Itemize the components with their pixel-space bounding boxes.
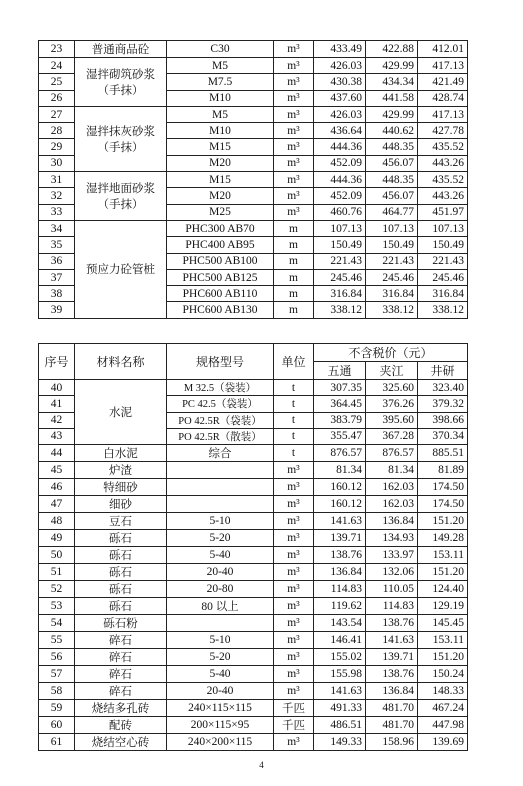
cell-price-jingyan: 139.69 [418, 734, 468, 751]
cell-no: 58 [39, 683, 75, 700]
cell-no: 44 [39, 445, 75, 462]
cell-no: 52 [39, 581, 75, 598]
page-number: 4 [259, 760, 264, 770]
cell-no: 23 [39, 41, 75, 58]
cell-price-wutong: 136.84 [314, 564, 366, 581]
cell-unit: m³ [274, 41, 314, 58]
cell-no: 47 [39, 496, 75, 513]
cell-price-wutong: 486.51 [314, 717, 366, 734]
cell-unit: m³ [274, 496, 314, 513]
cell-price-jingyan: 151.20 [418, 564, 468, 581]
cell-price-jingyan: 81.89 [418, 462, 468, 479]
cell-unit: m³ [274, 564, 314, 581]
cell-price-jiajiang: 422.88 [366, 41, 418, 58]
cell-spec: M25 [167, 204, 274, 220]
cell-price-jingyan: 221.43 [418, 253, 468, 269]
cell-price-jingyan: 338.12 [418, 302, 468, 318]
cell-price-jingyan: 149.28 [418, 530, 468, 547]
cell-price-jingyan: 435.52 [418, 172, 468, 188]
table-body [39, 380, 468, 751]
header-price-group: 不含税价（元） [314, 344, 468, 362]
cell-no: 34 [39, 220, 75, 236]
cell-price-wutong: 338.12 [314, 302, 366, 318]
cell-price-jiajiang: 150.49 [366, 237, 418, 253]
cell-no: 43 [39, 428, 75, 444]
cell-price-jingyan: 428.74 [418, 90, 468, 106]
cell-no: 29 [39, 139, 75, 155]
cell-unit: m³ [274, 204, 314, 220]
cell-spec: 240×200×115 [167, 734, 274, 751]
header-wutong: 五通 [314, 362, 366, 380]
cell-no: 38 [39, 286, 75, 302]
table-row [39, 41, 468, 58]
cell-unit: m³ [274, 123, 314, 139]
cell-price-wutong: 149.33 [314, 734, 366, 751]
cell-unit: m³ [274, 188, 314, 204]
cell-material-name: 烧结多孔砖 [75, 700, 167, 717]
cell-price-wutong: 364.45 [314, 396, 366, 412]
cell-unit: m³ [274, 666, 314, 683]
cell-no: 56 [39, 649, 75, 666]
cell-spec: M15 [167, 139, 274, 155]
cell-price-wutong: 150.49 [314, 237, 366, 253]
cell-spec: PHC300 AB70 [167, 220, 274, 236]
cell-price-wutong: 245.46 [314, 269, 366, 285]
cell-no: 30 [39, 155, 75, 171]
cell-price-wutong: 119.62 [314, 598, 366, 615]
header-spec: 规格型号 [167, 344, 274, 380]
cell-price-jingyan: 129.19 [418, 598, 468, 615]
cell-price-wutong: 444.36 [314, 139, 366, 155]
cell-no: 42 [39, 412, 75, 428]
cell-unit: m [274, 253, 314, 269]
table-body [39, 41, 468, 319]
cell-price-jiajiang: 434.34 [366, 74, 418, 90]
cell-price-jingyan: 323.40 [418, 380, 468, 396]
cell-price-jingyan: 150.49 [418, 237, 468, 253]
cell-material-name: 炉渣 [75, 462, 167, 479]
cell-unit: m [274, 286, 314, 302]
table-row [39, 172, 468, 188]
cell-price-jingyan: 427.78 [418, 123, 468, 139]
cell-material-name: 砾石 [75, 530, 167, 547]
table-row [39, 530, 468, 547]
cell-no: 35 [39, 237, 75, 253]
cell-material-name: 特细砂 [75, 479, 167, 496]
table-row [39, 666, 468, 683]
cell-price-jiajiang: 338.12 [366, 302, 418, 318]
cell-price-wutong: 444.36 [314, 172, 366, 188]
cell-price-jiajiang: 221.43 [366, 253, 418, 269]
cell-price-wutong: 114.83 [314, 581, 366, 598]
cell-price-jiajiang: 138.76 [366, 666, 418, 683]
cell-price-wutong: 452.09 [314, 155, 366, 171]
cell-spec: 240×115×115 [167, 700, 274, 717]
cell-price-jiajiang: 448.35 [366, 139, 418, 155]
cell-price-jingyan: 151.20 [418, 649, 468, 666]
cell-price-wutong: 155.02 [314, 649, 366, 666]
cell-price-jingyan: 124.40 [418, 581, 468, 598]
cell-spec: M5 [167, 58, 274, 74]
cell-unit: m [274, 237, 314, 253]
cell-no: 32 [39, 188, 75, 204]
cell-price-wutong: 141.63 [314, 513, 366, 530]
table-row [39, 513, 468, 530]
cell-unit: m³ [274, 74, 314, 90]
cell-spec [167, 496, 274, 513]
cell-spec: M20 [167, 155, 274, 171]
cell-price-jiajiang: 162.03 [366, 479, 418, 496]
cell-price-jingyan: 145.45 [418, 615, 468, 632]
cell-price-jiajiang: 138.76 [366, 615, 418, 632]
cell-material-name: 碎石 [75, 666, 167, 683]
cell-price-jingyan: 150.24 [418, 666, 468, 683]
cell-material-name: 配砖 [75, 717, 167, 734]
cell-spec: PO 42.5R（袋装） [167, 412, 274, 428]
table-row [39, 615, 468, 632]
cell-price-wutong: 146.41 [314, 632, 366, 649]
cell-spec: M10 [167, 123, 274, 139]
cell-no: 54 [39, 615, 75, 632]
cell-spec [167, 479, 274, 496]
cell-price-jiajiang: 448.35 [366, 172, 418, 188]
cell-unit: m³ [274, 58, 314, 74]
cell-unit: m³ [274, 479, 314, 496]
cell-price-jingyan: 417.13 [418, 58, 468, 74]
cell-material-name: 碎石 [75, 683, 167, 700]
cell-price-jiajiang: 141.63 [366, 632, 418, 649]
cell-price-jiajiang: 876.57 [366, 445, 418, 462]
cell-no: 40 [39, 380, 75, 396]
cell-price-jingyan: 467.24 [418, 700, 468, 717]
cell-price-jingyan: 174.50 [418, 496, 468, 513]
header-row [39, 344, 468, 362]
cell-price-wutong: 383.79 [314, 412, 366, 428]
cell-unit: m³ [274, 106, 314, 122]
cell-spec: PHC400 AB95 [167, 237, 274, 253]
table-row [39, 445, 468, 462]
cell-no: 59 [39, 700, 75, 717]
cell-price-wutong: 876.57 [314, 445, 366, 462]
cell-spec: C30 [167, 41, 274, 58]
cell-price-wutong: 141.63 [314, 683, 366, 700]
cell-price-jingyan: 245.46 [418, 269, 468, 285]
cell-material-name: 湿拌抹灰砂浆 （手抹） [75, 106, 167, 171]
cell-spec [167, 462, 274, 479]
cell-no: 25 [39, 74, 75, 90]
cell-price-wutong: 452.09 [314, 188, 366, 204]
cell-spec: M10 [167, 90, 274, 106]
cell-no: 36 [39, 253, 75, 269]
cell-unit: m [274, 302, 314, 318]
cell-price-wutong: 143.54 [314, 615, 366, 632]
cell-price-jiajiang: 316.84 [366, 286, 418, 302]
cell-price-wutong: 430.38 [314, 74, 366, 90]
cell-material-name: 砾石 [75, 564, 167, 581]
cell-unit: m³ [274, 155, 314, 171]
cell-no: 49 [39, 530, 75, 547]
cell-spec: 20-80 [167, 581, 274, 598]
cell-price-jingyan: 153.11 [418, 632, 468, 649]
cell-unit: m³ [274, 547, 314, 564]
cell-no: 61 [39, 734, 75, 751]
cell-price-jiajiang: 81.34 [366, 462, 418, 479]
cell-spec [167, 615, 274, 632]
cell-material-name: 烧结空心砖 [75, 734, 167, 751]
cell-price-jingyan: 443.26 [418, 188, 468, 204]
cell-price-wutong: 433.49 [314, 41, 366, 58]
header-name: 材料名称 [75, 344, 167, 380]
cell-price-jiajiang: 114.83 [366, 598, 418, 615]
cell-price-jiajiang: 376.26 [366, 396, 418, 412]
header-jiajiang: 夹江 [366, 362, 418, 380]
cell-no: 24 [39, 58, 75, 74]
cell-spec: PC 42.5（袋装） [167, 396, 274, 412]
cell-no: 33 [39, 204, 75, 220]
cell-spec: 5-10 [167, 513, 274, 530]
cell-price-jiajiang: 441.58 [366, 90, 418, 106]
cell-unit: m [274, 269, 314, 285]
cell-price-wutong: 221.43 [314, 253, 366, 269]
cell-price-jiajiang: 325.60 [366, 380, 418, 396]
cell-price-jiajiang: 429.99 [366, 106, 418, 122]
cell-spec: 80 以上 [167, 598, 274, 615]
cell-price-jingyan: 447.98 [418, 717, 468, 734]
cell-price-jingyan: 107.13 [418, 220, 468, 236]
cell-price-jingyan: 153.11 [418, 547, 468, 564]
cell-price-jiajiang: 395.60 [366, 412, 418, 428]
cell-unit: m³ [274, 462, 314, 479]
cell-price-jingyan: 451.97 [418, 204, 468, 220]
cell-price-jingyan: 151.20 [418, 513, 468, 530]
cell-unit: m³ [274, 139, 314, 155]
cell-price-wutong: 107.13 [314, 220, 366, 236]
cell-price-jiajiang: 464.77 [366, 204, 418, 220]
cell-unit: m³ [274, 649, 314, 666]
table-row [39, 598, 468, 615]
cell-no: 39 [39, 302, 75, 318]
cell-price-jiajiang: 456.07 [366, 188, 418, 204]
cell-spec: M7.5 [167, 74, 274, 90]
cell-unit: 千匹 [274, 700, 314, 717]
cell-price-jiajiang: 456.07 [366, 155, 418, 171]
price-table-top [38, 40, 468, 319]
cell-price-jingyan: 421.49 [418, 74, 468, 90]
cell-spec: 5-20 [167, 530, 274, 547]
cell-price-wutong: 155.98 [314, 666, 366, 683]
cell-material-name: 豆石 [75, 513, 167, 530]
cell-price-wutong: 426.03 [314, 106, 366, 122]
cell-no: 51 [39, 564, 75, 581]
cell-spec: M20 [167, 188, 274, 204]
cell-spec: PHC600 AB110 [167, 286, 274, 302]
cell-price-jingyan: 370.34 [418, 428, 468, 444]
cell-price-jiajiang: 110.05 [366, 581, 418, 598]
cell-price-jiajiang: 133.97 [366, 547, 418, 564]
cell-material-name: 砾石 [75, 581, 167, 598]
cell-spec: M5 [167, 106, 274, 122]
cell-price-jiajiang: 107.13 [366, 220, 418, 236]
cell-price-wutong: 139.71 [314, 530, 366, 547]
cell-price-jiajiang: 136.84 [366, 513, 418, 530]
cell-price-jingyan: 398.66 [418, 412, 468, 428]
cell-unit: m³ [274, 581, 314, 598]
cell-price-jiajiang: 136.84 [366, 683, 418, 700]
cell-unit: m³ [274, 615, 314, 632]
cell-price-wutong: 426.03 [314, 58, 366, 74]
cell-no: 41 [39, 396, 75, 412]
table-row [39, 564, 468, 581]
cell-price-jingyan: 885.51 [418, 445, 468, 462]
cell-price-jingyan: 316.84 [418, 286, 468, 302]
header-jingyan: 井研 [418, 362, 468, 380]
cell-price-jingyan: 435.52 [418, 139, 468, 155]
cell-price-jiajiang: 139.71 [366, 649, 418, 666]
cell-spec: 200×115×95 [167, 717, 274, 734]
cell-no: 46 [39, 479, 75, 496]
table-row [39, 106, 468, 122]
cell-price-jiajiang: 429.99 [366, 58, 418, 74]
cell-no: 26 [39, 90, 75, 106]
cell-price-jiajiang: 440.62 [366, 123, 418, 139]
cell-material-name: 砾石 [75, 547, 167, 564]
cell-price-jiajiang: 481.70 [366, 700, 418, 717]
cell-price-jiajiang: 367.28 [366, 428, 418, 444]
header-unit: 单位 [274, 344, 314, 380]
cell-no: 55 [39, 632, 75, 649]
cell-price-jingyan: 174.50 [418, 479, 468, 496]
cell-material-name: 湿拌地面砂浆 （手抹） [75, 172, 167, 221]
cell-material-name: 碎石 [75, 632, 167, 649]
table-header [39, 344, 468, 380]
cell-material-name: 砾石粉 [75, 615, 167, 632]
cell-unit: t [274, 412, 314, 428]
cell-price-jingyan: 148.33 [418, 683, 468, 700]
cell-unit: m³ [274, 172, 314, 188]
cell-price-jingyan: 379.32 [418, 396, 468, 412]
table-row [39, 462, 468, 479]
cell-unit: m³ [274, 530, 314, 547]
cell-material-name: 预应力砼管桩 [75, 220, 167, 318]
cell-no: 48 [39, 513, 75, 530]
cell-price-jingyan: 443.26 [418, 155, 468, 171]
cell-spec: 5-10 [167, 632, 274, 649]
cell-material-name: 普通商品砼 [75, 41, 167, 58]
cell-price-wutong: 355.47 [314, 428, 366, 444]
table-row [39, 479, 468, 496]
cell-spec: PHC500 AB125 [167, 269, 274, 285]
cell-price-wutong: 460.76 [314, 204, 366, 220]
cell-no: 57 [39, 666, 75, 683]
cell-material-name: 碎石 [75, 649, 167, 666]
table-row [39, 649, 468, 666]
table-row [39, 717, 468, 734]
table-row [39, 581, 468, 598]
cell-price-wutong: 160.12 [314, 496, 366, 513]
cell-material-name: 水泥 [75, 380, 167, 445]
price-table-bottom [38, 343, 468, 751]
cell-no: 31 [39, 172, 75, 188]
cell-no: 50 [39, 547, 75, 564]
table-row [39, 547, 468, 564]
cell-spec: 5-20 [167, 649, 274, 666]
cell-price-wutong: 436.64 [314, 123, 366, 139]
cell-no: 45 [39, 462, 75, 479]
cell-price-jiajiang: 162.03 [366, 496, 418, 513]
cell-no: 60 [39, 717, 75, 734]
cell-price-jiajiang: 132.06 [366, 564, 418, 581]
cell-price-jiajiang: 134.93 [366, 530, 418, 547]
table-row [39, 683, 468, 700]
table-row [39, 496, 468, 513]
cell-material-name: 湿拌砌筑砂浆 （手抹） [75, 58, 167, 107]
cell-unit: t [274, 396, 314, 412]
cell-price-wutong: 491.33 [314, 700, 366, 717]
cell-unit: m³ [274, 734, 314, 751]
cell-price-jiajiang: 481.70 [366, 717, 418, 734]
cell-no: 27 [39, 106, 75, 122]
cell-spec: 20-40 [167, 564, 274, 581]
cell-price-wutong: 138.76 [314, 547, 366, 564]
table-row [39, 632, 468, 649]
cell-price-wutong: 307.35 [314, 380, 366, 396]
cell-unit: t [274, 380, 314, 396]
cell-price-wutong: 316.84 [314, 286, 366, 302]
cell-price-wutong: 437.60 [314, 90, 366, 106]
cell-spec: M 32.5（袋装） [167, 380, 274, 396]
cell-no: 28 [39, 123, 75, 139]
cell-unit: m³ [274, 513, 314, 530]
table-row [39, 700, 468, 717]
cell-unit: t [274, 428, 314, 444]
cell-price-jingyan: 417.13 [418, 106, 468, 122]
table-row [39, 380, 468, 396]
table-row [39, 220, 468, 236]
cell-unit: m³ [274, 598, 314, 615]
cell-spec: 5-40 [167, 547, 274, 564]
cell-spec: M15 [167, 172, 274, 188]
cell-unit: m³ [274, 632, 314, 649]
cell-spec: 5-40 [167, 666, 274, 683]
cell-price-jingyan: 412.01 [418, 41, 468, 58]
cell-spec: PHC500 AB100 [167, 253, 274, 269]
cell-spec: 综合 [167, 445, 274, 462]
cell-material-name: 砾石 [75, 598, 167, 615]
cell-unit: t [274, 445, 314, 462]
cell-price-jiajiang: 245.46 [366, 269, 418, 285]
cell-unit: 千匹 [274, 717, 314, 734]
cell-no: 37 [39, 269, 75, 285]
cell-spec: PO 42.5R（散装） [167, 428, 274, 444]
cell-price-wutong: 160.12 [314, 479, 366, 496]
cell-material-name: 白水泥 [75, 445, 167, 462]
table-row [39, 734, 468, 751]
cell-spec: PHC600 AB130 [167, 302, 274, 318]
header-no: 序号 [39, 344, 75, 380]
cell-unit: m³ [274, 683, 314, 700]
cell-no: 53 [39, 598, 75, 615]
cell-price-wutong: 81.34 [314, 462, 366, 479]
cell-unit: m³ [274, 90, 314, 106]
table-row [39, 58, 468, 74]
cell-price-jiajiang: 158.96 [366, 734, 418, 751]
cell-unit: m [274, 220, 314, 236]
cell-material-name: 细砂 [75, 496, 167, 513]
cell-spec: 20-40 [167, 683, 274, 700]
